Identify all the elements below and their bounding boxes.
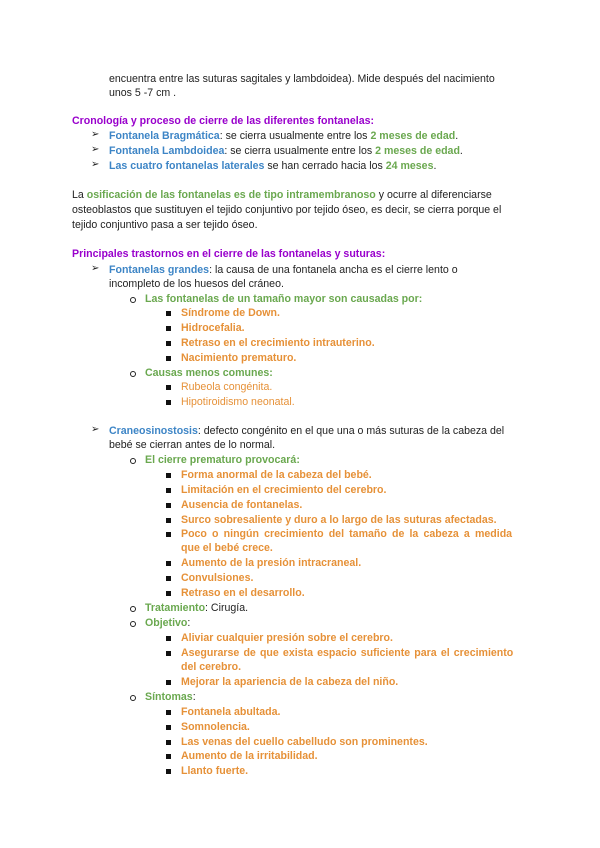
square-bullet-icon xyxy=(166,591,171,596)
mayor-item: Nacimiento prematuro. xyxy=(181,352,297,364)
cronologia-item: Las cuatro fontanelas laterales se han cerrado hacia los 24 meses. xyxy=(109,160,437,172)
sintomas-line: Síntomas: xyxy=(145,691,196,703)
provoca-item: Retraso en el desarrollo. xyxy=(181,587,305,599)
square-bullet-icon xyxy=(166,651,171,656)
osificacion-line-2: osteoblastos que sustituyen el tejido conjuntivo por tejido óseo, es decir, se cierra porque el xyxy=(72,204,502,216)
square-bullet-icon xyxy=(166,636,171,641)
menos-item: Rubeola congénita. xyxy=(181,381,273,393)
square-bullet-icon xyxy=(166,356,171,361)
craneosinostosis-line-2: bebé se cierran antes de lo normal. xyxy=(109,439,276,451)
sintomas-item: Somnolencia. xyxy=(181,721,250,733)
cronologia-item: Fontanela Bragmática: se cierra usualmente entre los 2 meses de edad. xyxy=(109,130,459,142)
provoca-item-continuation: que el bebé crece. xyxy=(181,542,273,554)
square-bullet-icon xyxy=(166,680,171,685)
arrow-bullet-icon: ➢ xyxy=(91,424,100,435)
osificacion-line-3: tejido conjuntivo pasa a ser tejido óseo. xyxy=(72,219,258,231)
square-bullet-icon xyxy=(166,576,171,581)
square-bullet-icon xyxy=(166,473,171,478)
mayor-heading: Las fontanelas de un tamaño mayor son causadas por: xyxy=(145,293,423,305)
circle-bullet-icon xyxy=(130,695,136,701)
intro-line-2: unos 5 -7 cm . xyxy=(109,87,177,99)
square-bullet-icon xyxy=(166,740,171,745)
square-bullet-icon xyxy=(166,769,171,774)
intro-line-1: encuentra entre las suturas sagitales y lambdoidea). Mide después del nacimiento xyxy=(109,73,495,85)
provoca-item: Ausencia de fontanelas. xyxy=(181,499,303,511)
circle-bullet-icon xyxy=(130,606,136,612)
arrow-bullet-icon: ➢ xyxy=(91,159,100,170)
square-bullet-icon xyxy=(166,326,171,331)
square-bullet-icon xyxy=(166,385,171,390)
circle-bullet-icon xyxy=(130,297,136,303)
objetivo-line: Objetivo: xyxy=(145,617,191,629)
arrow-bullet-icon: ➢ xyxy=(91,129,100,140)
objetivo-item: Mejorar la apariencia de la cabeza del niño. xyxy=(181,676,399,688)
fontanelas-grandes-line-1: Fontanelas grandes: la causa de una fontanela ancha es el cierre lento o xyxy=(109,264,458,276)
square-bullet-icon xyxy=(166,503,171,508)
cronologia-item: Fontanela Lambdoidea: se cierra usualmente entre los 2 meses de edad. xyxy=(109,145,463,157)
mayor-item: Hidrocefalia. xyxy=(181,322,245,334)
provoca-item: Surco sobresaliente y duro a lo largo de las suturas afectadas. xyxy=(181,514,497,526)
cronologia-heading: Cronología y proceso de cierre de las diferentes fontanelas: xyxy=(72,115,375,127)
sintomas-item: Las venas del cuello cabelludo son prominentes. xyxy=(181,736,428,748)
sintomas-item: Llanto fuerte. xyxy=(181,765,249,777)
objetivo-item: Asegurarse de que exista espacio suficiente para el crecimiento xyxy=(181,647,514,659)
objetivo-item-continuation: del cerebro. xyxy=(181,661,242,673)
square-bullet-icon xyxy=(166,400,171,405)
square-bullet-icon xyxy=(166,341,171,346)
menos-heading: Causas menos comunes: xyxy=(145,367,273,379)
square-bullet-icon xyxy=(166,488,171,493)
sintomas-item: Fontanela abultada. xyxy=(181,706,281,718)
provoca-heading: El cierre prematuro provocará: xyxy=(145,454,300,466)
provoca-item: Forma anormal de la cabeza del bebé. xyxy=(181,469,372,481)
tratamiento-line: Tratamiento: Cirugía. xyxy=(145,602,249,614)
provoca-item: Poco o ningún crecimiento del tamaño de la cabeza a medida xyxy=(181,528,513,540)
objetivo-item: Aliviar cualquier presión sobre el cerebro. xyxy=(181,632,393,644)
craneosinostosis-line-1: Craneosinostosis: defecto congénito en el que una o más suturas de la cabeza del xyxy=(109,425,505,437)
circle-bullet-icon xyxy=(130,371,136,377)
square-bullet-icon xyxy=(166,532,171,537)
provoca-item: Aumento de la presión intracraneal. xyxy=(181,557,362,569)
provoca-item: Convulsiones. xyxy=(181,572,254,584)
mayor-item: Síndrome de Down. xyxy=(181,307,280,319)
square-bullet-icon xyxy=(166,311,171,316)
arrow-bullet-icon: ➢ xyxy=(91,263,100,274)
square-bullet-icon xyxy=(166,754,171,759)
osificacion-line-1: La osificación de las fontanelas es de tipo intramembranoso y ocurre al diferenciarse xyxy=(72,189,492,201)
circle-bullet-icon xyxy=(130,621,136,627)
circle-bullet-icon xyxy=(130,458,136,464)
square-bullet-icon xyxy=(166,710,171,715)
sintomas-item: Aumento de la irritabilidad. xyxy=(181,750,318,762)
square-bullet-icon xyxy=(166,561,171,566)
square-bullet-icon xyxy=(166,725,171,730)
trastornos-heading: Principales trastornos en el cierre de las fontanelas y suturas: xyxy=(72,248,386,260)
mayor-item: Retraso en el crecimiento intrauterino. xyxy=(181,337,375,349)
square-bullet-icon xyxy=(166,518,171,523)
fontanelas-grandes-line-2: incompleto de los huesos del cráneo. xyxy=(109,278,284,290)
menos-item: Hipotiroidismo neonatal. xyxy=(181,396,295,408)
provoca-item: Limitación en el crecimiento del cerebro. xyxy=(181,484,387,496)
arrow-bullet-icon: ➢ xyxy=(91,144,100,155)
